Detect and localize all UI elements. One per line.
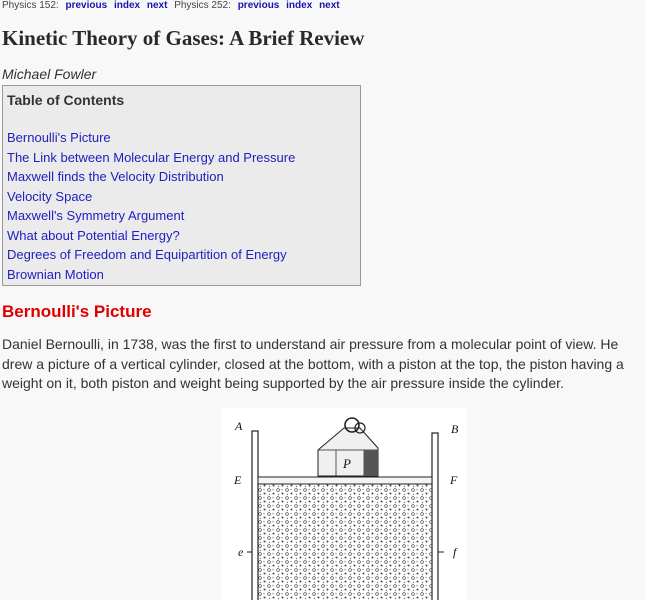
physics-252-index-link[interactable]: index xyxy=(286,0,313,11)
author-name: Michael Fowler xyxy=(2,66,97,82)
toc-link-potential-energy[interactable]: What about Potential Energy? xyxy=(7,227,180,243)
toc-link-bernoullis-picture[interactable]: Bernoulli's Picture xyxy=(7,130,111,145)
physics-152-index-link[interactable]: index xyxy=(113,0,141,11)
label-e: e xyxy=(238,545,244,559)
physics-152-previous-link[interactable]: previous xyxy=(65,0,108,11)
page-title: Kinetic Theory of Gases: A Brief Review xyxy=(2,26,365,50)
label-A: A xyxy=(235,419,243,433)
toc-item xyxy=(7,128,295,148)
physics-152-next-link[interactable]: next xyxy=(146,0,168,11)
toc-item xyxy=(7,265,295,285)
course-label-physics-152: Physics 152: xyxy=(2,0,59,11)
toc-item xyxy=(7,206,295,226)
bernoulli-cylinder-figure xyxy=(222,408,466,600)
label-P: P xyxy=(343,456,351,471)
label-F: F xyxy=(450,473,458,487)
label-B: B xyxy=(451,422,459,436)
toc-link-brownian-motion[interactable]: Brownian Motion xyxy=(7,266,104,282)
cylinder-illustration xyxy=(222,408,466,600)
label-E: E xyxy=(234,473,242,487)
top-navigation xyxy=(2,0,340,11)
toc-link-equipartition[interactable]: Degrees of Freedom and Equipartition of Energy xyxy=(7,247,287,262)
toc-heading: Table of Contents xyxy=(7,92,125,108)
toc-link-symmetry-argument[interactable]: Maxwell's Symmetry Argument xyxy=(7,208,185,223)
section-heading: Bernoulli's Picture xyxy=(2,302,152,321)
toc-link-velocity-distribution[interactable]: Maxwell finds the Velocity Distribution xyxy=(7,169,224,184)
toc-item xyxy=(7,148,295,168)
label-f: f xyxy=(453,545,457,559)
toc-list xyxy=(7,128,295,284)
toc-item xyxy=(7,187,295,207)
toc-link-velocity-space[interactable]: Velocity Space xyxy=(7,188,93,204)
toc-item xyxy=(7,245,295,265)
course-label-physics-252: Physics 252: xyxy=(174,0,231,11)
toc-link-molecular-energy-pressure[interactable]: The Link between Molecular Energy and Pressure xyxy=(7,149,296,165)
table-of-contents xyxy=(2,85,361,286)
toc-item xyxy=(7,226,295,246)
section-paragraph: Daniel Bernoulli, in 1738, was the first to understand air pressure from a molecular point of view. He drew a picture of a vertical cylinder, closed at the bottom, with a piston at the top, the piston having a weight on it, both piston and weight being supported by the air pressure inside the cylinder. xyxy=(2,336,624,391)
physics-252-previous-link[interactable]: previous xyxy=(237,0,280,11)
physics-252-next-link[interactable]: next xyxy=(319,0,340,11)
toc-item xyxy=(7,167,295,187)
